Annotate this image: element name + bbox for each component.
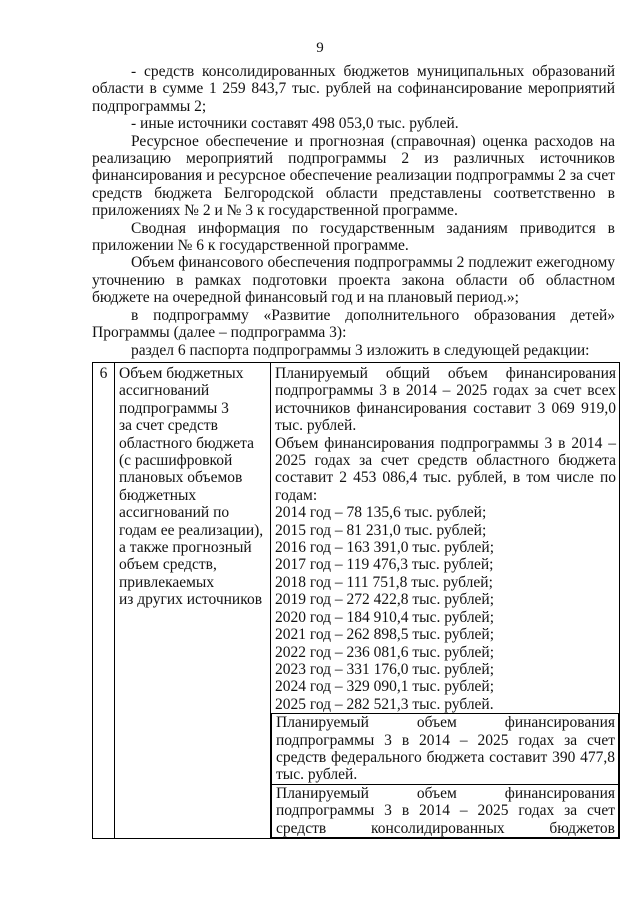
- label-line: подпрограммы 3: [119, 399, 229, 417]
- label-line: привлекаемых: [119, 573, 215, 591]
- label-line: объем средств,: [119, 556, 217, 574]
- page-number: 9: [316, 40, 324, 56]
- paragraph-subprogram-3-intro: в подпрограмму «Развитие дополнительного образования детей» Программы (далее – подпрограмма 3):: [92, 306, 615, 342]
- year-amount-line: 2017 год – 119 476,3 тыс. рублей;: [275, 556, 494, 574]
- year-amount-line: 2025 год – 282 521,3 тыс. рублей.: [275, 695, 494, 713]
- label-line: ассигнований по: [119, 504, 230, 522]
- year-amount-line: 2016 год – 163 391,0 тыс. рублей;: [275, 539, 495, 557]
- label-line: а также прогнозный: [119, 539, 252, 557]
- year-amount-line: 2015 год – 81 231,0 тыс. рублей;: [275, 521, 487, 539]
- regional-financing-text: Объем финансирования подпрограммы 3 в 2014 – 2025 годах за счет средств областного бюджета составит 2 453 086,4 тыс. рублей, в том числе по годам:: [275, 434, 616, 504]
- yearly-amounts-list: [275, 504, 616, 713]
- total-financing-text: Планируемый общий объем финансирования подпрограммы 3 в 2014 – 2025 годах за счет всех источников финансирования составит 3 069 919,0 тыс. рублей.: [275, 365, 616, 435]
- row-label: [115, 363, 271, 839]
- label-line: годам ее реализации),: [119, 521, 264, 539]
- label-line: ассигнований: [119, 382, 210, 400]
- label-line: областного бюджета: [119, 434, 254, 452]
- year-amount-line: 2014 год – 78 135,6 тыс. рублей;: [275, 504, 487, 522]
- federal-financing-text: Планируемый объем финансирования подпрограммы 3 в 2014 – 2025 годах за счет средств федерального бюджета составит 390 477,8 тыс. рублей.: [276, 714, 615, 784]
- year-amount-line: 2018 год – 111 751,8 тыс. рублей;: [275, 573, 493, 591]
- label-lines: [119, 365, 267, 609]
- label-line: (с расшифровкой: [119, 452, 233, 470]
- paragraph-resource-support: Ресурсное обеспечение и прогнозная (справочная) оценка расходов на реализацию мероприятий подпрограммы 2 из различных источников финансирования и ресурсное обеспечение реализации подпрограммы 2 за счет средств бюджета Белгородской области представлены соответственно в приложениях № 2 и № 3 к государственной программе.: [92, 132, 615, 220]
- passport-section-table: [92, 362, 620, 839]
- row-number: 6: [93, 363, 115, 839]
- table-row: [93, 363, 620, 839]
- label-line: из других источников: [119, 591, 263, 609]
- federal-financing-box: [271, 713, 619, 785]
- label-line: Объем бюджетных: [119, 365, 244, 382]
- year-amount-line: 2020 год – 184 910,4 тыс. рублей;: [275, 608, 495, 626]
- paragraph-section-6-intro: раздел 6 паспорта подпрограммы 3 изложить в следующей редакции:: [131, 341, 590, 359]
- paragraph-state-tasks: Сводная информация по государственным заданиям приводится в приложении № 6 к государственной программе.: [92, 219, 615, 255]
- year-amount-line: 2021 год – 262 898,5 тыс. рублей;: [275, 626, 495, 644]
- paragraph-other-sources: - иные источники составят 498 053,0 тыс. рублей.: [131, 115, 459, 133]
- municipal-financing-box: [271, 785, 619, 838]
- municipal-financing-text: Планируемый объем финансирования подпрограммы 3 в 2014 – 2025 годах за счет средств консолидированных бюджетов: [276, 784, 615, 837]
- year-amount-line: 2022 год – 236 081,6 тыс. рублей;: [275, 643, 495, 661]
- year-amount-line: 2023 год – 331 176,0 тыс. рублей;: [275, 660, 495, 678]
- label-line: бюджетных: [119, 486, 197, 504]
- paragraph-annual-update: Объем финансового обеспечения подпрограммы 2 подлежит ежегодному уточнению в рамках подготовки проекта закона области об областном бюджете на очередной финансовый год и на плановый период.»;: [92, 254, 615, 307]
- label-line: за счет средств: [119, 417, 218, 435]
- year-amount-line: 2024 год – 329 090,1 тыс. рублей;: [275, 678, 495, 696]
- paragraph-municipal-budgets: - средств консолидированных бюджетов муниципальных образований области в сумме 1 259 843,7 тыс. рублей на софинансирование мероприятий подпрограммы 2;: [92, 63, 615, 115]
- body-text: [92, 63, 615, 359]
- row-content: [271, 363, 620, 839]
- label-line: плановых объемов: [119, 469, 243, 487]
- year-amount-line: 2019 год – 272 422,8 тыс. рублей;: [275, 591, 495, 609]
